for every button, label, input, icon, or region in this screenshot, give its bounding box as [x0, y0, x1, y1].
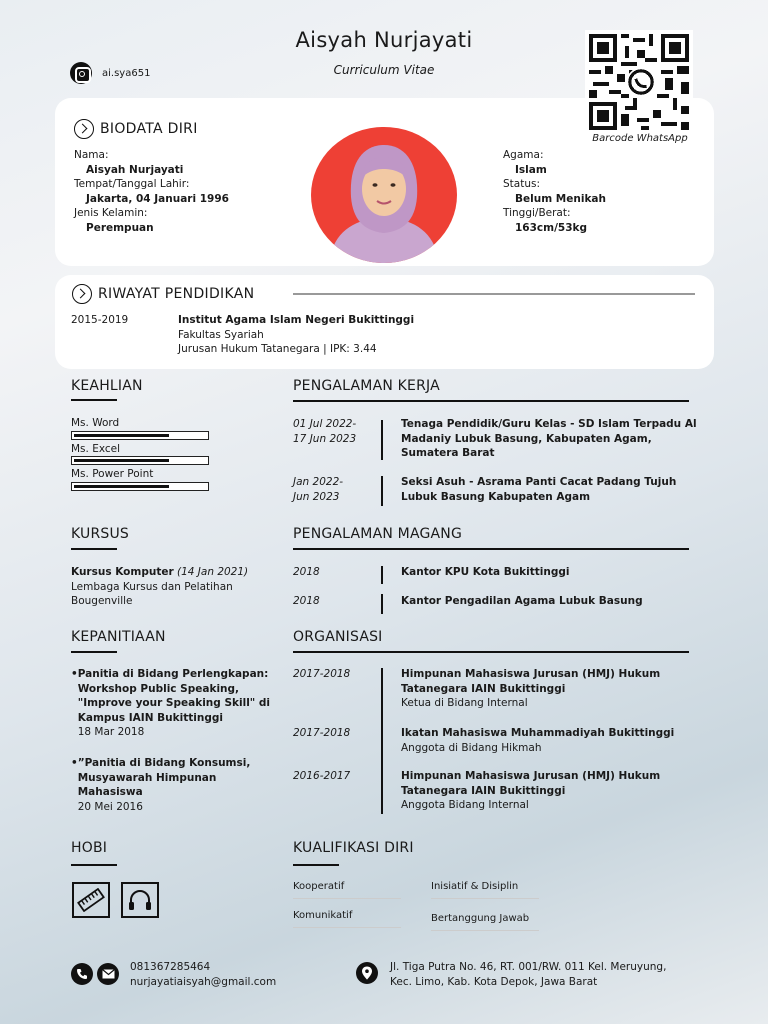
qr-caption: Barcode WhatsApp [592, 133, 688, 144]
biodata-heading [74, 119, 198, 139]
biodata-value: 163cm/53kg [515, 221, 588, 234]
course-place: Lembaga Kursus dan Pelatihan Bougenville [71, 580, 233, 608]
org-entry [401, 726, 701, 755]
arrow-circle-icon [74, 119, 94, 139]
committee-text: Panitia di Bidang Perlengkapan: Workshop Public Speaking, "Improve your Speaking Skill" di Kampus IAIN Bukittinggi [77, 668, 271, 724]
skill-label: Ms. Word [71, 417, 120, 429]
whatsapp-qr-code[interactable] [585, 30, 693, 134]
contact-info [130, 960, 276, 989]
location-pin-icon [356, 962, 378, 984]
committee-text: ”Panitia di Bidang Konsumsi, Musyawarah Himpunan Mahasiswa [77, 757, 251, 799]
biodata-left [74, 148, 229, 236]
skill-bar-fill [74, 434, 169, 437]
organization-underline [293, 651, 689, 653]
qualification-item: Bertanggung Jawab [431, 913, 539, 931]
work-desc: Seksi Asuh - Asrama Panti Cacat Padang Tujuh Lubuk Basung Kabupaten Agam [401, 476, 677, 503]
instagram-username: ai.sya651 [102, 67, 151, 79]
work-date: Jan 2022- Jun 2023 [293, 476, 344, 503]
education-divider [293, 293, 695, 295]
biodata-value: Perempuan [86, 221, 154, 234]
internship-title: PENGALAMAN MAGANG [293, 526, 463, 542]
internship-place: Kantor KPU Kota Bukittinggi [401, 566, 570, 578]
course-date: (14 Jan 2021) [177, 566, 249, 578]
phone-number[interactable]: 081367285464 [130, 961, 211, 973]
internship-year: 2018 [293, 595, 320, 607]
education-years: 2015-2019 [71, 314, 129, 326]
qualification-underline [293, 864, 339, 866]
committee-date: 20 Mei 2016 [77, 800, 143, 813]
hobby-underline [71, 864, 117, 866]
course-name: Kursus Komputer [71, 566, 174, 578]
internship-year: 2018 [293, 566, 320, 578]
education-school: Institut Agama Islam Negeri Bukittinggi [178, 314, 415, 326]
biodata-value: Islam [515, 163, 547, 176]
qualification-item: Kooperatif [293, 881, 401, 899]
skill-bar-fill [74, 459, 169, 462]
education-title: RIWAYAT PENDIDIKAN [98, 286, 255, 302]
org-name: Himpunan Mahasiswa Jurusan (HMJ) Hukum Tatanegara IAIN Bukittinggi [401, 770, 661, 797]
skills-underline [71, 399, 117, 401]
work-underline [293, 400, 689, 402]
education-faculty: Fakultas Syariah [178, 328, 264, 341]
committee-item [71, 756, 271, 814]
education-details [178, 313, 414, 357]
biodata-label: Jenis Kelamin: [74, 207, 148, 220]
bullet-icon: • [71, 757, 78, 769]
contact-icons [71, 963, 119, 985]
org-name: Ikatan Mahasiswa Muhammadiyah Bukittinggi [401, 727, 675, 739]
timeline-line [381, 420, 383, 460]
skill-label: Ms. Power Point [71, 468, 154, 481]
org-role: Anggota di Bidang Hikmah [401, 741, 542, 754]
committee-date: 18 Mar 2018 [77, 726, 145, 739]
instagram-handle[interactable] [70, 62, 150, 84]
keyboard-icon [72, 882, 110, 918]
qualification-title: KUALIFIKASI DIRI [293, 840, 414, 856]
biodata-value: Aisyah Nurjayati [86, 163, 184, 176]
timeline-line [381, 476, 383, 506]
course-details [71, 565, 271, 609]
skill-bar [71, 456, 209, 465]
biodata-value: Belum Menikah [515, 192, 606, 205]
course-title: KURSUS [71, 526, 129, 542]
education-heading [72, 284, 254, 304]
hobby-title: HOBI [71, 840, 108, 856]
qualification-item: Komunikatif [293, 910, 401, 928]
qualification-item: Inisiatif & Disiplin [431, 881, 539, 899]
timeline-line [381, 668, 383, 814]
org-year: 2016-2017 [293, 770, 351, 782]
org-entry [401, 667, 701, 711]
timeline-line [381, 566, 383, 584]
biodata-label: Tempat/Tanggal Lahir: [74, 178, 190, 191]
org-year: 2017-2018 [293, 668, 351, 680]
skill-bar-fill [74, 485, 169, 488]
timeline-line [381, 594, 383, 614]
organization-title: ORGANISASI [293, 629, 383, 645]
skills-title: KEAHLIAN [71, 378, 143, 394]
org-role: Ketua di Bidang Internal [401, 697, 528, 710]
committee-title: KEPANITIAAN [71, 629, 166, 645]
skills-list [71, 416, 209, 491]
biodata-title: BIODATA DIRI [100, 121, 198, 137]
arrow-circle-icon [72, 284, 92, 304]
education-major: Jurusan Hukum Tatanegara | IPK: 3.44 [178, 343, 377, 356]
biodata-value: Jakarta, 04 Januari 1996 [86, 192, 229, 205]
instagram-icon [70, 62, 92, 84]
biodata-right [503, 148, 606, 236]
biodata-label: Status: [503, 178, 540, 191]
candidate-name: Aisyah Nurjayati [295, 28, 473, 52]
email-address[interactable]: nurjayatiaisyah@gmail.com [130, 975, 277, 988]
cv-subtitle: Curriculum Vitae [333, 63, 435, 77]
org-year: 2017-2018 [293, 727, 351, 739]
work-desc: Tenaga Pendidik/Guru Kelas - SD Islam Terpadu Al Madaniy Lubuk Basung, Kabupaten Agam, Sumatera Barat [401, 418, 697, 460]
work-date: 01 Jul 2022- 17 Jun 2023 [293, 418, 357, 445]
biodata-label: Tinggi/Berat: [503, 207, 571, 220]
internship-place: Kantor Pengadilan Agama Lubuk Basung [401, 595, 643, 607]
address: Jl. Tiga Putra No. 46, RT. 001/RW. 011 Kel. Meruyung, Kec. Limo, Kab. Kota Depok, Jawa Barat [390, 961, 667, 988]
biodata-label: Nama: [74, 149, 109, 161]
profile-photo [311, 127, 457, 263]
phone-icon[interactable] [71, 963, 93, 985]
biodata-label: Agama: [503, 149, 544, 161]
org-name: Himpunan Mahasiswa Jurusan (HMJ) Hukum Tatanegara IAIN Bukittinggi [401, 668, 661, 695]
work-title: PENGALAMAN KERJA [293, 378, 440, 394]
committee-underline [71, 651, 117, 653]
bullet-icon: • [71, 668, 78, 680]
skill-bar [71, 431, 209, 440]
headphones-icon [121, 882, 159, 918]
course-underline [71, 548, 117, 550]
committee-item [71, 667, 271, 740]
skill-label: Ms. Excel [71, 442, 121, 455]
org-role: Anggota Bidang Internal [401, 799, 529, 812]
skill-bar [71, 482, 209, 491]
org-entry [401, 769, 701, 813]
email-icon[interactable] [97, 963, 119, 985]
internship-underline [293, 548, 689, 550]
